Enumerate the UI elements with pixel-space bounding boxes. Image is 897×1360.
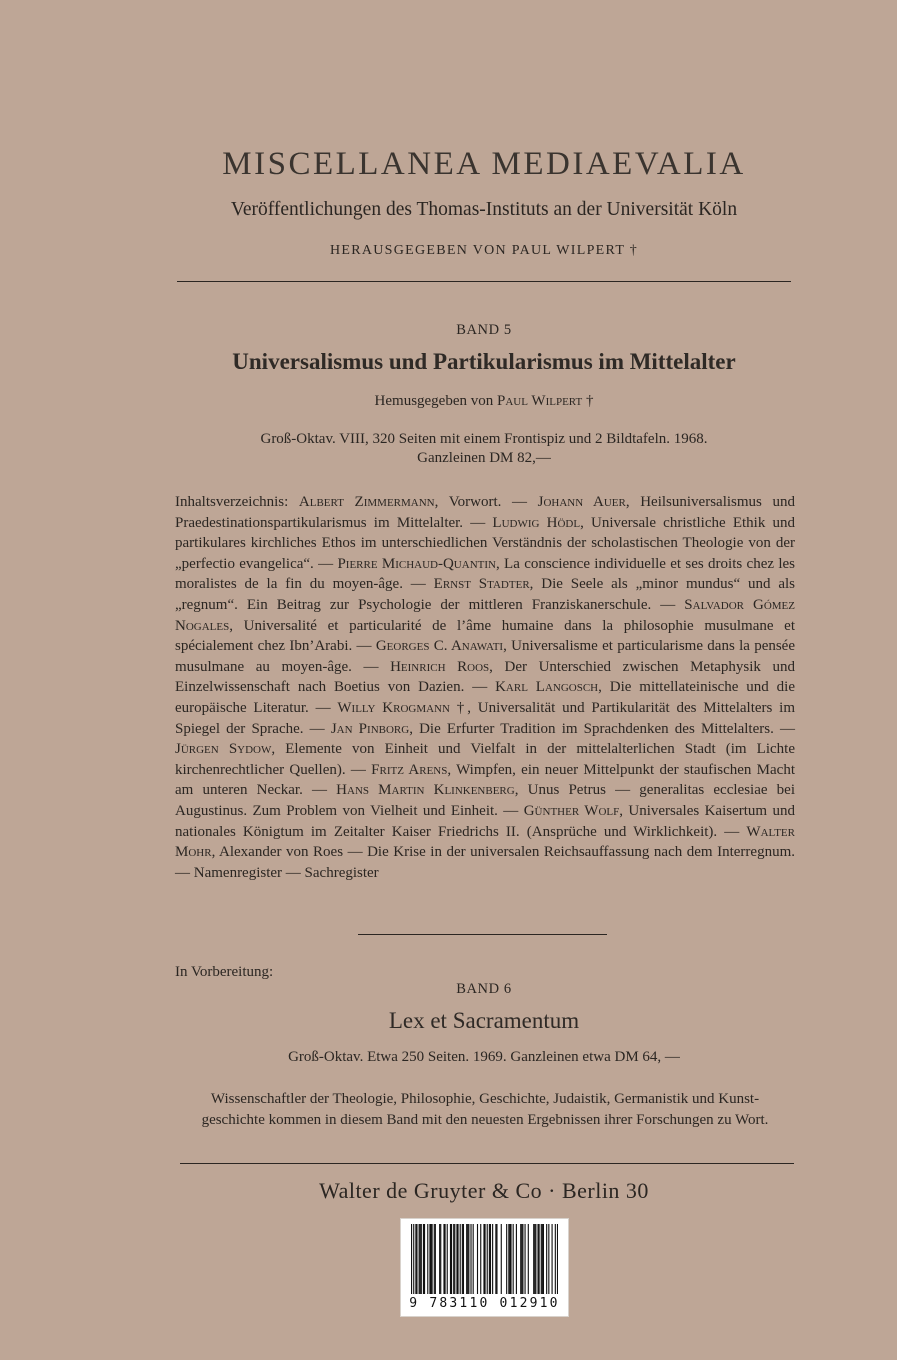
series-subtitle: Veröffentlichungen des Thomas-Instituts an der Universität Köln	[230, 199, 738, 220]
band5-spec-line1: Groß-Oktav. VIII, 320 Seiten mit einem Frontispiz und 2 Bildtafeln. 1968.	[260, 431, 708, 447]
barcode-bar	[421, 1224, 422, 1294]
contents-text: , Universales Kaisertum und nationales Königtum im Zeitalter Kaiser Friedrichs II. (Ansprüche und Wirklichkeit). —	[175, 802, 795, 840]
contents-text: , Universale christliche Ethik und partikulares kirchliches Ethos im unterschiedlichen Verständnis der scholastischen Theologie von der „perfectio evangelica“. —	[175, 514, 796, 572]
isbn-barcode	[400, 1218, 569, 1317]
barcode-bar	[447, 1224, 448, 1294]
contents-author: Jan Pinborg	[330, 720, 410, 737]
contents-author: Willy Krogmann	[337, 699, 450, 716]
barcode-bar	[466, 1224, 467, 1294]
contents-author: Salvador Gómez Nogales	[175, 596, 795, 634]
contents-author: Jürgen Sydow	[175, 741, 272, 758]
barcode-bar	[496, 1224, 497, 1294]
barcode-bar	[424, 1224, 425, 1294]
contents-author: Johann Auer	[537, 494, 626, 510]
barcode-bar	[470, 1224, 471, 1294]
barcode-bar	[456, 1224, 457, 1294]
barcode-bar	[432, 1224, 433, 1294]
barcode-bars	[411, 1224, 558, 1294]
barcode-bar	[454, 1224, 455, 1294]
barcode-bar	[443, 1224, 444, 1294]
barcode-bar	[541, 1224, 542, 1294]
barcode-bar	[495, 1224, 496, 1294]
band6-spec: Groß-Oktav. Etwa 250 Seiten. 1969. Ganzleinen etwa DM 64, —	[288, 1049, 680, 1065]
barcode-bar	[555, 1224, 556, 1294]
barcode-bar	[508, 1224, 509, 1294]
contents-author: Albert Zimmermann	[298, 494, 435, 510]
barcode-digits: 9 783110 012910	[409, 1296, 560, 1311]
barcode-bar	[420, 1224, 421, 1294]
barcode-bar	[473, 1224, 474, 1294]
barcode-bar	[457, 1224, 458, 1294]
barcode-bar	[480, 1224, 481, 1294]
barcode-bar	[423, 1224, 424, 1294]
barcode-bar	[522, 1224, 523, 1294]
band5-label: BAND 5	[456, 322, 512, 338]
band5-spec-line2: Ganzleinen DM 82,—	[417, 450, 551, 466]
barcode-bar	[521, 1224, 522, 1294]
contents-text: , Vorwort. —	[434, 494, 538, 510]
contents-text: , Wimpfen, ein neuer Mittelpunkt der staufischen Macht am unteren Neckar. —	[175, 761, 795, 799]
barcode-bar	[524, 1224, 525, 1294]
barcode-bar	[439, 1224, 440, 1294]
band5-spec	[0, 430, 897, 468]
barcode-bar	[483, 1224, 484, 1294]
contents-text: , Universalisme et particularisme dans la pensée musulmane au moyen-âge. —	[175, 638, 795, 675]
band5-title: Universalismus und Partikularismus im Mittelalter	[232, 349, 736, 374]
contents-text: , Der Unterschied zwischen Metaphysik und Einzelwissenschaft nach Boetius von Dazien. —	[175, 658, 795, 696]
barcode-bar	[520, 1224, 521, 1294]
contents-text: , Heilsuniversalismus und Praedestinationspartikularismus im Mittelalter. —	[175, 494, 796, 531]
contents-author: Karl Langosch	[495, 679, 599, 696]
barcode-bar	[416, 1224, 417, 1294]
contents-author: Ludwig Hödl	[492, 514, 581, 531]
barcode-bar	[535, 1224, 536, 1294]
contents-text: , Unus Petrus — generalitas ecclesiae bei Augustinus. Zum Problem von Vielheit und Einheit. —	[175, 782, 795, 819]
band6-label: BAND 6	[456, 981, 512, 997]
barcode-bar	[489, 1224, 490, 1294]
barcode-bar	[509, 1224, 510, 1294]
barcode-bar	[510, 1224, 511, 1294]
contents-text: , Die mittellateinische und die europäische Literatur. —	[175, 679, 795, 716]
barcode-bar	[460, 1224, 461, 1294]
barcode-bar	[537, 1224, 538, 1294]
band5-editor-name: Paul Wilpert †	[497, 393, 594, 409]
contents-text: , Alexander von Roes — Die Krise in der universalen Reichsauffassung nach dem Interregnum. — Namenregister — Sachregister	[175, 844, 795, 881]
barcode-bar	[539, 1224, 540, 1294]
barcode-bar	[490, 1224, 491, 1294]
barcode-bar	[419, 1224, 420, 1294]
barcode-bar	[542, 1224, 543, 1294]
contents-author: Hans Martin Klinkenberg	[336, 782, 515, 799]
band6-description	[175, 1089, 795, 1130]
contents-text: , Die Seele als „minor mundus“ und als „regnum“. Ein Beitrag zur Psychologie der mittleren Franziskanerschule. —	[175, 576, 796, 613]
contents-author: Ernst Stadter	[433, 576, 530, 593]
barcode-bar	[487, 1224, 488, 1294]
contents-author: Georges C. Anawati	[375, 638, 504, 655]
barcode-bar	[543, 1224, 544, 1294]
contents-author: Pierre Michaud-Quantin	[337, 555, 496, 572]
band5-editor	[0, 393, 897, 410]
barcode-bar	[430, 1224, 431, 1294]
barcode-bar	[552, 1224, 553, 1294]
divider-rule-short	[358, 934, 607, 935]
divider-rule-bottom	[180, 1163, 794, 1164]
barcode-bar	[485, 1224, 486, 1294]
contents-author: Günther Wolf	[523, 802, 620, 819]
contents-text: , Elemente von Einheit und Vielfalt in der mittelalterlichen Stadt (im Lichte kirchenrechtlicher Quellen). —	[175, 741, 795, 778]
barcode-bar	[501, 1224, 502, 1294]
barcode-bar	[467, 1224, 468, 1294]
barcode-bar	[451, 1224, 452, 1294]
barcode-bar	[463, 1224, 464, 1294]
preparation-label: In Vorbereitung:	[175, 964, 274, 980]
barcode-bar	[492, 1224, 493, 1294]
band6-description-line1: Wissenschaftler der Theologie, Philosophie, Geschichte, Judaistik, Germanistik und Kunst-	[210, 1091, 760, 1107]
contents-text: Inhaltsverzeichnis:	[175, 494, 299, 510]
divider-rule	[177, 281, 791, 282]
contents-text: , Universalité et particularité de l’âme humaine dans la philosophie musulmane et spécialement chez Ibn’Arabi. —	[175, 617, 795, 655]
series-title: MISCELLANEA MEDIAEVALIA	[222, 146, 746, 182]
contents-author: Heinrich Roos	[390, 658, 490, 675]
table-of-contents	[175, 492, 795, 883]
band6-description-line2: geschichte kommen in diesem Band mit den neuesten Ergebnissen ihrer Forschungen zu Wort.	[201, 1111, 769, 1128]
barcode-bar	[434, 1224, 435, 1294]
barcode-bar	[440, 1224, 441, 1294]
barcode-bar	[533, 1224, 534, 1294]
barcode-bar	[450, 1224, 451, 1294]
contents-text: †, Universalität und Partikularität des Mittelalters im Spiegel der Sprache. —	[175, 699, 795, 737]
barcode-bar	[513, 1224, 514, 1294]
barcode-bar	[534, 1224, 535, 1294]
band6-title: Lex et Sacramentum	[388, 1008, 580, 1033]
barcode-bar	[548, 1224, 549, 1294]
barcode-bar	[427, 1224, 428, 1294]
barcode-bar	[411, 1224, 412, 1294]
barcode-bar	[516, 1224, 517, 1294]
band5-editor-prefix: Hemusgegeben von	[374, 393, 494, 409]
barcode-bar	[546, 1224, 547, 1294]
barcode-bar	[557, 1224, 558, 1294]
barcode-bar	[445, 1224, 446, 1294]
barcode-bar	[528, 1224, 529, 1294]
barcode-bar	[462, 1224, 463, 1294]
contents-text: , La conscience individuelle et ses droits chez les moralistes de la fin du moyen-âge. —	[175, 555, 795, 593]
barcode-bar	[468, 1224, 469, 1294]
contents-author: Fritz Arens	[371, 761, 448, 778]
contents-text: , Die Erfurter Tradition im Sprachdenken des Mittelalters. —	[409, 720, 795, 737]
barcode-bar	[413, 1224, 414, 1294]
contents-author: Walter Mohr	[175, 823, 795, 861]
series-editor: HERAUSGEGEBEN VON PAUL WILPERT †	[329, 243, 639, 258]
barcode-bar	[477, 1224, 478, 1294]
barcode-bar	[453, 1224, 454, 1294]
publisher-imprint: Walter de Gruyter & Co · Berlin 30	[319, 1178, 649, 1203]
barcode-bar	[435, 1224, 436, 1294]
barcode-bar	[429, 1224, 430, 1294]
barcode-bar	[415, 1224, 416, 1294]
barcode-bar	[506, 1224, 507, 1294]
